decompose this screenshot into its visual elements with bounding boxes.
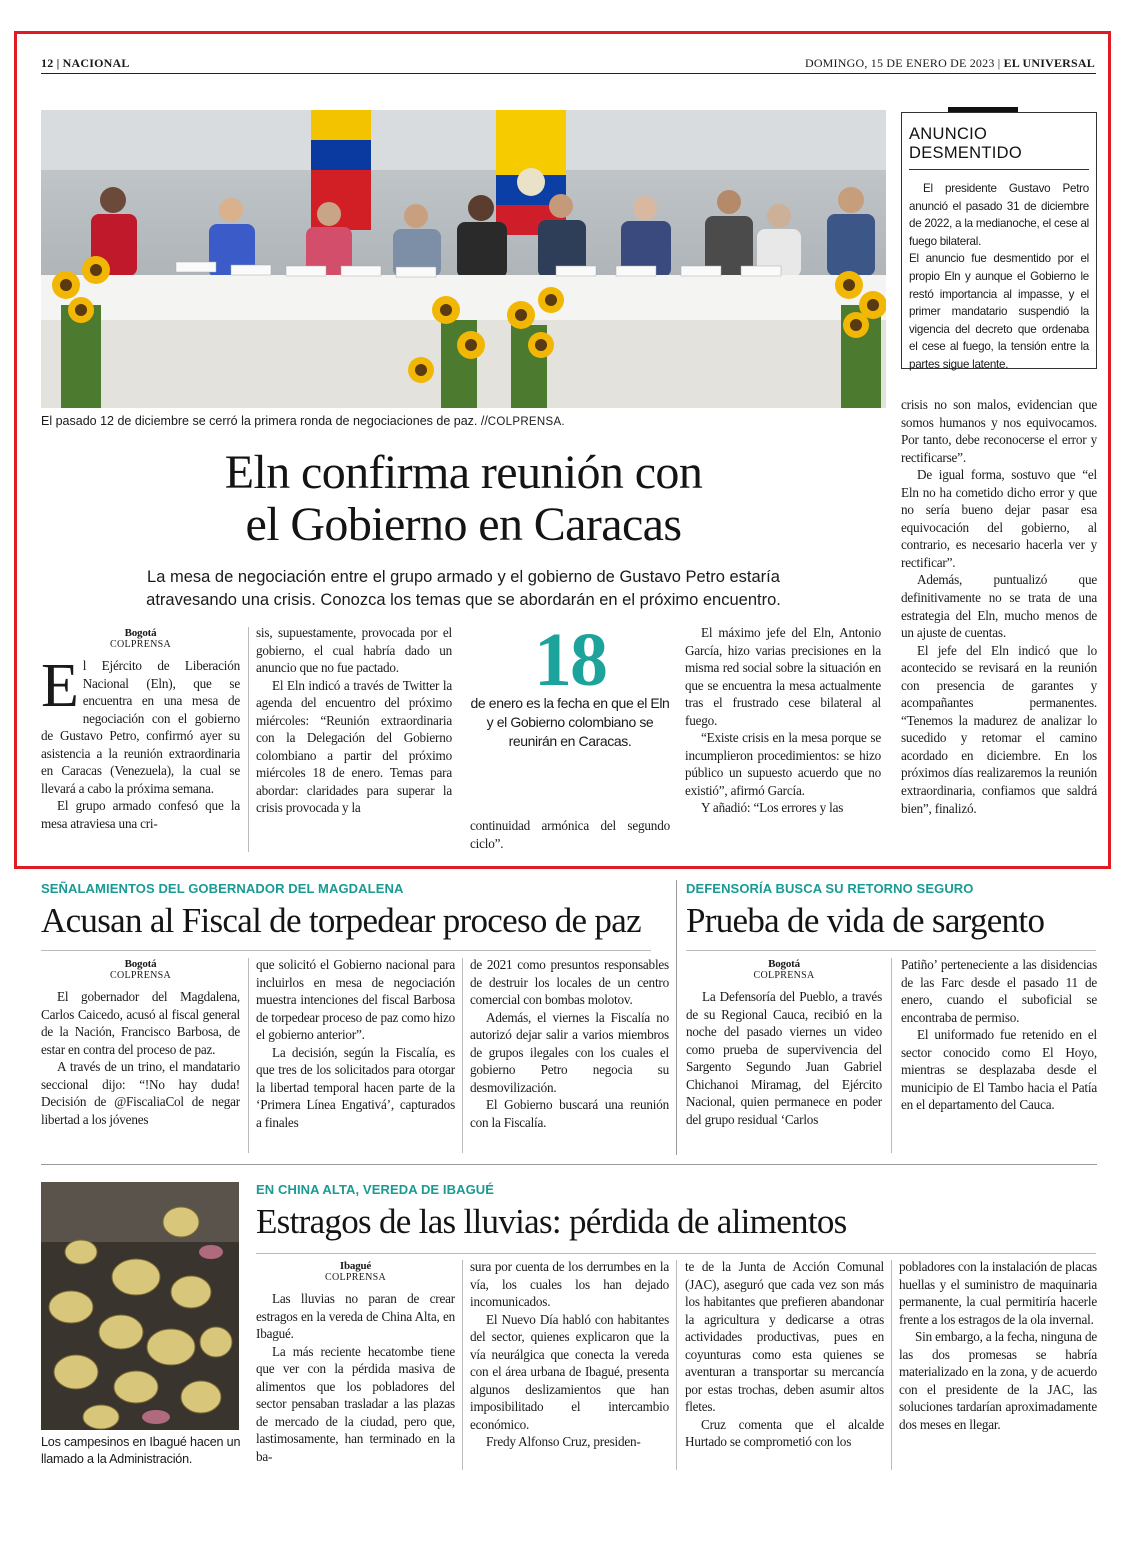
paragraph: De igual forma, sostuvo que “el Eln no ha cometido dicho error y que no sería bueno dejar pasar esa equivocación del gobierno, al contrario, es necesario hacerla ver y rectificar”. [901,467,1097,570]
section-rule [41,950,651,951]
column-divider [891,958,892,1153]
deck-line: atravesando una crisis. Conozca los temas que se abordarán en el próximo encuentro. [146,590,781,609]
negotiation-table-photo [41,110,886,408]
drop-cap: E [41,652,79,720]
paragraph: Fredy Alfonso Cruz, presiden- [486,1434,641,1450]
story3-kicker: DEFENSORÍA BUSCA SU RETORNO SEGURO [686,881,974,896]
photo-credit: COLPRENSA. [487,416,565,428]
byline-city: Bogotá [124,958,157,970]
paragraph: continuidad armónica del segundo ciclo”. [470,818,670,851]
section-rule [686,950,1096,951]
story4-col-2 [470,1258,669,1451]
section-divider [41,1164,1097,1165]
lead-paragraph [41,652,240,797]
sidebar-rule [909,169,1089,170]
paragraph: El Nuevo Día habló con habitantes del sector, quienes explicaron que la vía neurálgica que conecta la vereda con el área urbana de Ibagué, presenta algunos deslizamientos que han imposibilitado el intercambio económico. [470,1311,669,1432]
paragraph: La Defensoría del Pueblo, a través de su Regional Cauca, recibió en la noche del pasado viernes un video como prueba de supervivencia del Sargento Segundo Juan Gabriel Chichanoi Miramag, del Ejército Nacional, quien permanece en poder del grupo residual ‘Carlos [686,989,882,1127]
section-name: NACIONAL [62,56,130,70]
paragraph: sis, supuestamente, provocada por el gobierno, el cual habría dado un anuncio que no fue pactado. [256,625,452,676]
paragraph: Sin embargo, a la fecha, ninguna de las dos promesas se habría materializado en la zona, y de acuerdo con el presidente de la JAC, las soluciones tardarían aproximadamente dos meses en llegar. [899,1329,1097,1432]
story2-col-1 [41,958,240,1128]
paragraph: “Existe crisis en la mesa porque se incumplieron procedimientos: se hizo público un supuesto acuerdo que no existió”, afirmó García. [685,730,881,798]
byline-agency: COLPRENSA [109,970,172,981]
byline-city: Bogotá [124,627,157,639]
section-rule [256,1253,1096,1254]
header-rule [41,73,1096,74]
column-divider [891,1260,892,1470]
highlight-number-text: de enero es la fecha en que el Eln y el Gobierno colombiano se reunirán en Caracas. [470,695,670,749]
paragraph: pobladores con la instalación de placas huellas y el suministro de maquinaria permanente, la cual permitiría hacerle frente a los estragos de la ola invernal. [899,1259,1097,1327]
sidebar-box [901,112,1097,369]
sidebar-title: ANUNCIO DESMENTIDO [909,125,1023,162]
paragraph: Cruz comenta que el alcalde Hurtado se comprometió con los [685,1416,884,1450]
main-col-4 [685,624,881,817]
story4-headline: Estragos de las lluvias: pérdida de alimentos [256,1202,847,1241]
paragraph: El grupo armado confesó que la mesa atraviesa una cri- [41,798,240,831]
byline-agency: COLPRENSA [109,639,172,650]
paragraph: El máximo jefe del Eln, Antonio García, hizo varias precisiones en la misma red social sobre la situación en que se encuentra la mesa actualmente tras el frustrado cese bilateral al fuego. [685,625,881,728]
column-divider [462,958,463,1153]
main-col-1 [41,627,240,832]
headline-line: Eln confirma reunión con [224,446,703,499]
lead-text: l Ejército de Liberación Nacional (Eln), que se encuentra en una mesa de negociación con el gobierno de Gustavo Petro, confirmó ayer su asistencia a la reunión extraordinaria en Caracas (Venezuela), la cual se llevará a cabo la próxima semana. [41,658,240,796]
paragraph: El gobernador del Magdalena, Carlos Caicedo, acusó al fiscal general de la Nación, Francisco Barbosa, de estar en contra del proceso de paz. [41,989,240,1057]
sidebar-paragraph: El anuncio fue desmentido por el propio Eln y aunque el Gobierno le restó importancia al impasse, y el primer mandatario suspendió la vigencia del decreto que ordenaba el cese al fuego, la tensión entre la partes sigue latente. [909,252,1089,371]
page-number: 12 [41,56,54,70]
paragraph: que solicitó el Gobierno nacional para incluirlos en mesa de negociación muestra intenciones del fiscal Barbosa de torpedear proceso de paz como hizo el gobierno anterior”. [256,957,455,1043]
paragraph: Y añadió: “Los errores y las [701,800,844,816]
byline-agency: COLPRENSA [753,970,815,981]
photo-caption [41,414,891,428]
story4-kicker: EN CHINA ALTA, VEREDA DE IBAGUÉ [256,1182,495,1197]
story2-col-3 [470,956,669,1131]
story2-col-2 [256,956,455,1131]
story4-col-1 [256,1260,455,1465]
column-divider [248,627,249,852]
byline-agency: COLPRENSA [324,1272,387,1283]
paragraph: Además, el viernes la Fiscalía no autorizó dejar salir a varios miembros de grupos ilegales con los cuales el gobierno Petro negocia su desmovilización. [470,1009,669,1095]
sidebar-paragraph: El presidente Gustavo Petro anunció el pasado 31 de diciembre de 2022, a la medianoche, el cese al fuego bilateral. [909,182,1089,248]
paragraph: Patiño’ perteneciente a las disidencias de las Farc desde el pasado 11 de enero, cuando el suboficial se encontraba de permiso. [901,957,1097,1025]
highlight-number: 18 [534,618,606,702]
main-col-2 [256,624,452,817]
paragraph: El Gobierno buscará una reunión con la Fiscalía. [470,1097,669,1130]
byline-city: Ibagué [339,1260,372,1272]
paragraph: te de la Junta de Acción Comunal (JAC), aseguró que cada vez son más los habitantes que prefieren abandonar la agricultura y dedicarse a otras actividades productivas, pues en coyunturas como esta quienes se aventuran a transportar su mercancía por estas trochas, deben asumir altos fletes. [685,1259,884,1415]
byline-city: Bogotá [768,958,800,970]
deck-line: La mesa de negociación entre el grupo armado y el gobierno de Gustavo Petro estaría [147,568,780,586]
byline [41,627,240,651]
potatoes-photo-caption: Los campesinos en Ibagué hacen un llamado a la Administración. [41,1435,241,1466]
paragraph: El jefe del Eln indicó que lo acontecido se revisará en la reunión con presencia de garantes y acompañantes permanentes. “Tenemos la madurez de analizar lo sucedido y retomar el camino acordado en diciembre. En los próximos días realizaremos la reunión extraordinaria, confiamos que saldrá bien”, finalizó. [901,642,1097,816]
column-divider [676,1260,677,1470]
page-header-right: DOMINGO, 15 DE ENERO DE 2023 | EL UNIVERSAL [804,56,1095,70]
photo-caption-text: El pasado 12 de diciembre se cerró la primera ronda de negociaciones de paz. // [41,414,488,428]
story4-col-4 [899,1258,1097,1433]
paragraph: sura por cuenta de los derrumbes en la vía, los cuales los han dejado incomunicados. [470,1259,669,1310]
main-deck [41,566,886,611]
byline [256,1260,455,1284]
paragraph: La decisión, según la Fiscalía, es que tres de los solicitados para otorgar la libertad temporal hacen parte de la ‘Primera Línea Engativá’, capturados a finales [256,1044,455,1130]
story3-col-2 [901,956,1097,1114]
paragraph: El uniformado fue retenido en el sector conocido como El Hoyo, mientras se desplazaba desde el municipio de El Tambo hacia el Patía en el departamento del Cauca. [901,1027,1097,1113]
issue-date: DOMINGO, 15 DE ENERO DE 2023 [804,56,995,70]
byline [41,958,240,982]
newspaper-name: EL UNIVERSAL [1003,56,1095,70]
main-col-5 [901,396,1097,817]
paragraph: crisis no son malos, evidencian que somos humanos y nos equivocamos. Por tanto, debe reconocerse el error y rectificarse”. [901,397,1097,465]
story3-headline: Prueba de vida de sargento [686,901,1045,940]
paragraph: A través de un trino, el mandatario seccional dijo: “!No hay duda! Decisión de @FiscaliaCol de negar libertad a los jóvenes [41,1059,240,1127]
headline-line: el Gobierno en Caracas [245,498,682,551]
story4-col-3 [685,1258,884,1451]
paragraph: Además, puntualizó que definitivamente no se trata de una estrategia del Eln, mucho menos de un ajuste de cuentas. [901,572,1097,641]
section-divider [676,880,677,1155]
page-header-left: 12 | NACIONAL [41,56,130,70]
story2-kicker: SEÑALAMIENTOS DEL GOBERNADOR DEL MAGDALENA [41,881,404,896]
main-col-3 [470,817,670,852]
paragraph: El Eln indicó a través de Twitter la agenda del encuentro del próximo miércoles: “Reunión extraordinaria con la Delegación del Gobierno colombiano a partir del próximo miércoles 18 de enero. Temas para abordar: claridades para superar la crisis provocada y la [256,677,452,816]
column-divider [462,1260,463,1470]
story3-col-1 [686,958,882,1128]
column-divider [248,958,249,1153]
story2-headline: Acusan al Fiscal de torpedear proceso de paz [41,901,641,940]
potatoes-photo [41,1182,239,1430]
paragraph: Las lluvias no paran de crear estragos en la vereda de China Alta, en Ibagué. [256,1291,455,1342]
paragraph: La más reciente hecatombe tiene que ver con la pérdida masiva de alimentos que los pobladores del sector pensaban trasladar a las plazas de mercado de la ciudad, pero que, lastimosamente, han terminado en la ba- [256,1343,455,1464]
main-headline [41,447,886,551]
paragraph: de 2021 como presuntos responsables de destruir los locales de un centro comercial con bombas molotov. [470,957,669,1008]
byline [686,958,882,982]
